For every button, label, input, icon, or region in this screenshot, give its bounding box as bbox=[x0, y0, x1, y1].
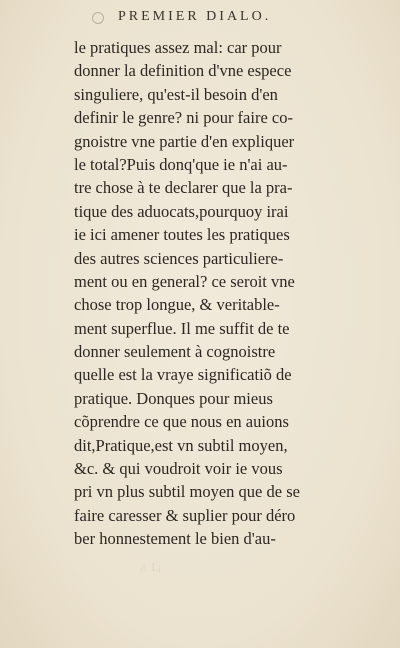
text-line: donner la definition d'vne espece bbox=[74, 61, 292, 81]
text-line: ment ou en general? ce seroit vne bbox=[74, 271, 295, 291]
text-line: le total?Puis donq'que ie n'ai au- bbox=[74, 154, 288, 174]
text-line: pratique. Donques pour mieus bbox=[74, 388, 273, 408]
text-line: singuliere, qu'est-il besoin d'en bbox=[74, 84, 278, 104]
text-line: faire caresser & suplier pour déro bbox=[74, 505, 296, 525]
text-line: ie ici amener toutes les pratiques bbox=[74, 225, 290, 245]
text-line: definir le genre? ni pour faire co- bbox=[74, 108, 293, 128]
show-through-mark: ᵢₜ ʟᵢ bbox=[140, 558, 161, 575]
text-line: pri vn plus subtil moyen que de se bbox=[74, 482, 300, 502]
text-line: &c. & qui voudroit voir ie vous bbox=[74, 459, 283, 479]
running-head: PREMIER DIALO. bbox=[118, 9, 272, 24]
text-line: quelle est la vraye significatiõ de bbox=[74, 365, 292, 385]
text-line: donner seulement à cognoistre bbox=[74, 342, 276, 362]
text-line: chose trop longue, & veritable- bbox=[74, 295, 280, 315]
text-line: gnoistre vne partie d'en expliquer bbox=[74, 131, 295, 151]
text-line: dit,Pratique,est vn subtil moyen, bbox=[74, 435, 288, 455]
text-line: des autres sciences particuliere- bbox=[74, 248, 284, 268]
text-line: ber honnestement le bien d'au- bbox=[74, 529, 276, 549]
text-line: cõprendre ce que nous en auions bbox=[74, 412, 289, 432]
text-line: ment superflue. Il me suffit de te bbox=[74, 318, 290, 338]
text-line: le pratiques assez mal: car pour bbox=[74, 38, 282, 57]
text-line: tique des aduocats,pourquoy irai bbox=[74, 201, 289, 221]
page-ornament bbox=[92, 12, 104, 24]
text-line: tre chose à te declarer que la pra- bbox=[74, 178, 293, 198]
body-text bbox=[74, 36, 380, 551]
